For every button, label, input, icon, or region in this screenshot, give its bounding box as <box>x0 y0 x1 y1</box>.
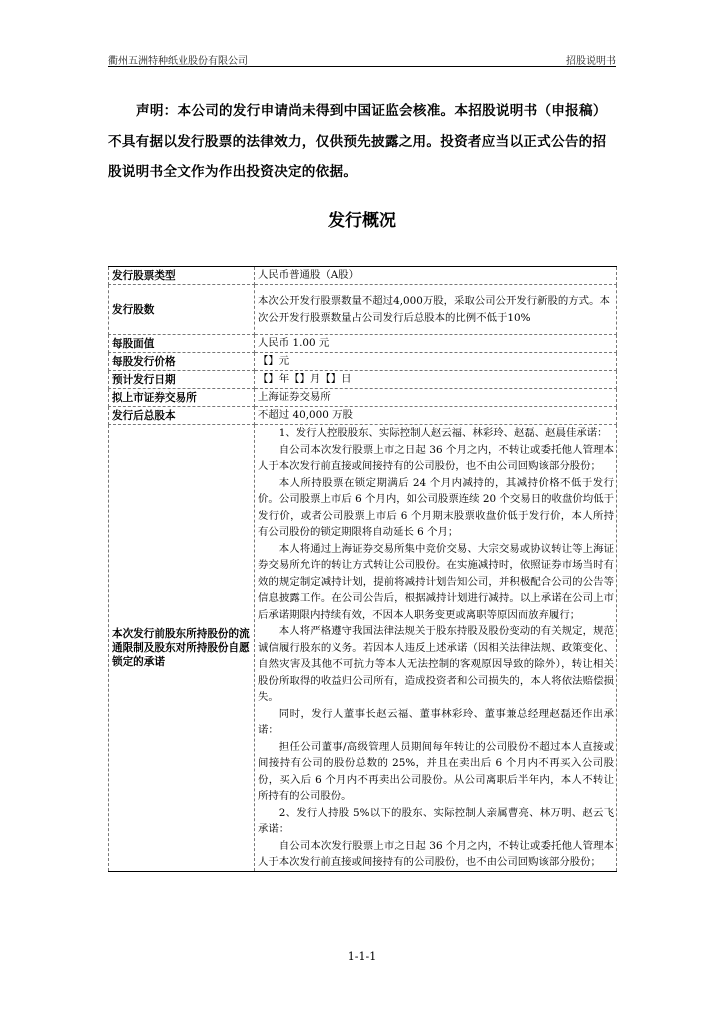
declaration: 声明：本公司的发行申请尚未得到中国证监会核准。本招股说明书（申报稿）不具有据以发行股票的法律效力，仅供预先披露之用。投资者应当以正式公告的招股说明书全文作为作出投资决定的依据。 <box>108 103 607 180</box>
row-value: 上海证券交易所 <box>255 389 617 407</box>
commitment-label: 本次发行前股东所持股份的流通限制及股东对所持股份自愿锁定的承诺 <box>109 425 255 872</box>
issue-overview-table <box>108 266 617 872</box>
row-label: 发行股票类型 <box>109 267 255 285</box>
row-label: 发行后总股本 <box>109 407 255 425</box>
row-value: 人民币普通股（A股） <box>255 267 617 285</box>
row-label: 发行股数 <box>109 285 255 335</box>
row-value: 【】元 <box>255 353 617 371</box>
header-doc-title: 招股说明书 <box>566 56 616 67</box>
table-row <box>109 407 617 425</box>
row-value: 【】年【】月【】日 <box>255 371 617 389</box>
page-header <box>108 50 616 67</box>
header-company: 衢州五洲特种纸业股份有限公司 <box>108 56 248 67</box>
section-title: 发行概况 <box>328 211 396 231</box>
commitment-paragraph: 同时，发行人董事长赵云福、董事林彩玲、董事兼总经理赵磊还作出承诺： <box>258 707 614 736</box>
commitment-paragraph: 1、发行人控股股东、实际控制人赵云福、林彩玲、赵磊、赵晨佳承诺： <box>278 427 608 439</box>
commitment-row <box>109 425 617 872</box>
table-row <box>109 353 617 371</box>
table-row <box>109 335 617 353</box>
table-row <box>109 267 617 285</box>
row-label: 拟上市证券交易所 <box>109 389 255 407</box>
row-label: 每股面值 <box>109 335 255 353</box>
commitment-paragraph: 担任公司董事/高级管理人员期间每年转让的公司股份不超过本人直接或间接持有公司的股份总数的 25%，并且在卖出后 6 个月内不再买入公司股份，买入后 6 个月内不再卖出公司股份。从公司离职后半年内，本人不转让所持有的公司股份。 <box>258 740 614 802</box>
page-number: 1-1-1 <box>347 950 377 963</box>
commitment-text <box>255 425 617 872</box>
commitment-paragraph: 本人所持股票在锁定期满后 24 个月内减持的，其减持价格不低于发行价。公司股票上市后 6 个月内，如公司股票连续 20 个交易日的收盘价均低于发行价，或者公司股票上市后 6 个月期末股票收盘价低于发行价，本人所持有公司股份的锁定期限将自动延长 6 个月； <box>258 476 614 538</box>
row-value: 本次公开发行股票数量不超过4,000万股，采取公司公开发行新股的方式。本次公开发行股票数量占公司发行后总股本的比例不低于10% <box>255 285 617 335</box>
row-label: 每股发行价格 <box>109 353 255 371</box>
row-label: 预计发行日期 <box>109 371 255 389</box>
table-row <box>109 389 617 407</box>
table-row <box>109 285 617 335</box>
commitment-paragraph: 本人将严格遵守我国法律法规关于股东持股及股份变动的有关规定，规范诚信履行股东的义务。若因本人违反上述承诺（因相关法律法规、政策变化、自然灾害及其他不可抗力等本人无法控制的客观原因导致的除外），转让相关股份所取得的收益归公司所有，造成投资者和公司损失的，本人将依法赔偿损失。 <box>258 625 614 703</box>
table-row <box>109 371 617 389</box>
row-value: 人民币 1.00 元 <box>255 335 617 353</box>
commitment-paragraph: 自公司本次发行股票上市之日起 36 个月之内，不转让或委托他人管理本人于本次发行前直接或间接持有的公司股份，也不由公司回购该部分股份； <box>258 443 614 472</box>
commitment-paragraph: 自公司本次发行股票上市之日起 36 个月之内，不转让或委托他人管理本人于本次发行前直接或间接持有的公司股份，也不由公司回购该部分股份； <box>258 839 614 868</box>
commitment-paragraph: 2、发行人持股 5%以下的股东、实际控制人亲属曹亮、林万明、赵云飞承诺： <box>258 806 614 835</box>
row-value: 不超过 40,000 万股 <box>255 407 617 425</box>
commitment-paragraph: 本人将通过上海证券交易所集中竞价交易、大宗交易或协议转让等上海证券交易所允许的转让方式转让公司股份。在实施减持时，依照证券市场当时有效的规定制定减持计划，提前将减持计划告知公司，并积极配合公司的公告等信息披露工作。在公司公告后，根据减持计划进行减持。以上承诺在公司上市后承诺期限内持续有效，不因本人职务变更或离职等原因而放弃履行； <box>258 542 614 621</box>
